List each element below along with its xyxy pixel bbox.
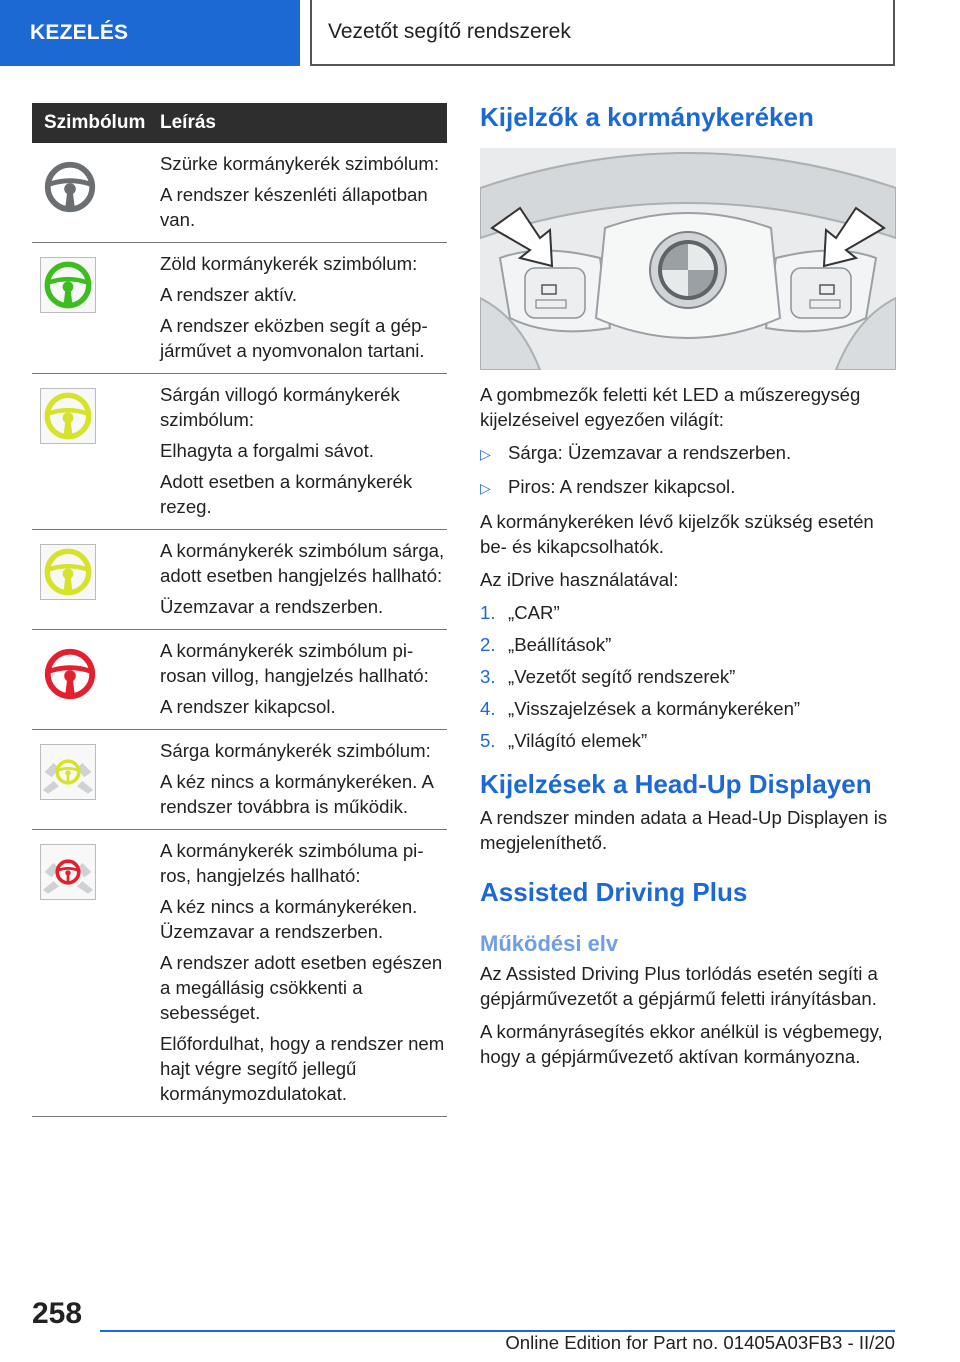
heading-hud: Kijelzések a Head-Up Displayen	[480, 769, 872, 799]
adp-description-2: A kormányrásegítés ekkor anélkül is végbemegy, hogy a gépjárművezető aktívan kormányozna.	[480, 1021, 883, 1067]
description-text: Üzemzavar a rendszerben.	[160, 596, 384, 617]
symbol-table	[32, 103, 447, 1117]
table-header-row	[32, 103, 447, 143]
right-column	[480, 100, 896, 1069]
idrive-steps	[480, 600, 896, 753]
symbol-cell	[32, 243, 156, 374]
chapter-title: Vezetőt segítő rendszerek	[310, 0, 895, 66]
list-item: ▷ Piros: A rendszer kikapcsol.	[480, 474, 896, 501]
table-row	[32, 243, 447, 374]
steering-wheel-photo	[480, 148, 896, 370]
description-text: Előfordulhat, hogy a rendszer nem hajt végre segítő jellegű kormánymozdulatokat.	[160, 1033, 445, 1104]
heading-assisted-driving-plus: Assisted Driving Plus	[480, 877, 748, 907]
description-cell	[156, 143, 447, 243]
heading-operating-principle: Működési elv	[480, 931, 619, 956]
heading-steering-indicators: Kijelzők a kormánykeréken	[480, 102, 814, 132]
symbol-cell	[32, 143, 156, 243]
description-text: A rendszer kikapcsol.	[160, 696, 336, 717]
list-item: 3. „Vezetőt segítő rendszerek”	[480, 666, 736, 687]
symbol-cell	[32, 830, 156, 1117]
steering-wheel-yellow-icon	[40, 544, 96, 600]
hud-description: A rendszer minden adata a Head-Up Displayen is megjeleníthető.	[480, 807, 888, 853]
toggle-description: A kormánykeréken lévő kijelzők szükség esetén be- és kikapcsolhatók.	[480, 511, 874, 557]
description-text: A kéz nincs a kormánykeréken. Üzemzavar a rendszerben.	[160, 896, 418, 942]
description-cell	[156, 374, 447, 530]
list-item: 1. „CAR”	[480, 602, 560, 623]
description-text: Elhagyta a forgalmi sávot.	[160, 440, 374, 461]
steering-wheel-gray-icon	[40, 157, 100, 217]
description-text: Zöld kormánykerék szimbólum:	[160, 253, 418, 274]
description-cell	[156, 243, 447, 374]
hands-off-yellow-icon	[40, 744, 96, 800]
symbol-cell	[32, 374, 156, 530]
led-color-list	[480, 440, 896, 501]
steering-wheel-red-icon	[40, 644, 100, 704]
description-cell	[156, 730, 447, 830]
table-row	[32, 374, 447, 530]
list-item: 5. „Világító elemek”	[480, 730, 648, 751]
symbol-table-column	[32, 103, 447, 1117]
description-text: Sárgán villogó kormánykerék szimbólum:	[160, 384, 400, 430]
description-text: A rendszer eközben segít a gépjárművet a nyomvonalon tartani.	[160, 315, 428, 361]
table-row	[32, 630, 447, 730]
triangle-bullet-icon: ▷	[480, 446, 491, 462]
section-tab: KEZELÉS	[0, 0, 300, 66]
description-text: A kéz nincs a kormánykeréken. A rendszer továbbra is működik.	[160, 771, 433, 817]
table-row	[32, 143, 447, 243]
description-text: A kormánykerék szimbóluma piros, hangjelzés hallható:	[160, 840, 424, 886]
description-text: A kormánykerék szimbólum pirosan villog, hangjelzés hallható:	[160, 640, 429, 686]
table-row	[32, 530, 447, 630]
description-text: Szürke kormánykerék szimbólum:	[160, 153, 439, 174]
symbol-cell	[32, 630, 156, 730]
description-text: A rendszer aktív.	[160, 284, 298, 305]
column-header-symbol: Szimbólum	[32, 103, 156, 143]
description-cell	[156, 530, 447, 630]
steering-wheel-yellow-icon	[40, 388, 96, 444]
led-description: A gombmezők feletti két LED a műszeregység kijelzéseivel egyezően világít:	[480, 384, 861, 430]
table-row	[32, 830, 447, 1117]
description-cell	[156, 630, 447, 730]
adp-description-1: Az Assisted Driving Plus torlódás esetén segíti a gépjárművezetőt a gépjármű feletti irányításban.	[480, 963, 878, 1009]
description-text: A rendszer adott esetben egészen a megállásig csökkenti a sebességet.	[160, 952, 443, 1023]
list-item: ▷ Sárga: Üzemzavar a rendszerben.	[480, 440, 896, 467]
triangle-bullet-icon: ▷	[480, 480, 491, 496]
symbol-cell	[32, 530, 156, 630]
description-text: Adott esetben a kormánykerék rezeg.	[160, 471, 413, 517]
description-text: A rendszer készenléti állapotban van.	[160, 184, 428, 230]
idrive-intro: Az iDrive használatával:	[480, 569, 679, 590]
symbol-cell	[32, 730, 156, 830]
description-cell	[156, 830, 447, 1117]
description-text: Sárga kormánykerék szimbólum:	[160, 740, 431, 761]
hands-off-red-icon	[40, 844, 96, 900]
page-number: 258	[32, 1297, 83, 1330]
edition-note: Online Edition for Part no. 01405A03FB3 - II/20	[505, 1332, 895, 1353]
description-text: A kormánykerék szimbólum sárga, adott esetben hangjelzés hallható:	[160, 540, 445, 586]
table-row	[32, 730, 447, 830]
steering-wheel-green-icon	[40, 257, 96, 313]
list-item: 4. „Visszajelzések a kormánykeréken”	[480, 698, 801, 719]
column-header-description: Leírás	[156, 103, 447, 143]
list-item: 2. „Beállítások”	[480, 634, 612, 655]
page-header	[0, 0, 960, 66]
bmw-steering-wheel-illustration	[480, 148, 896, 370]
